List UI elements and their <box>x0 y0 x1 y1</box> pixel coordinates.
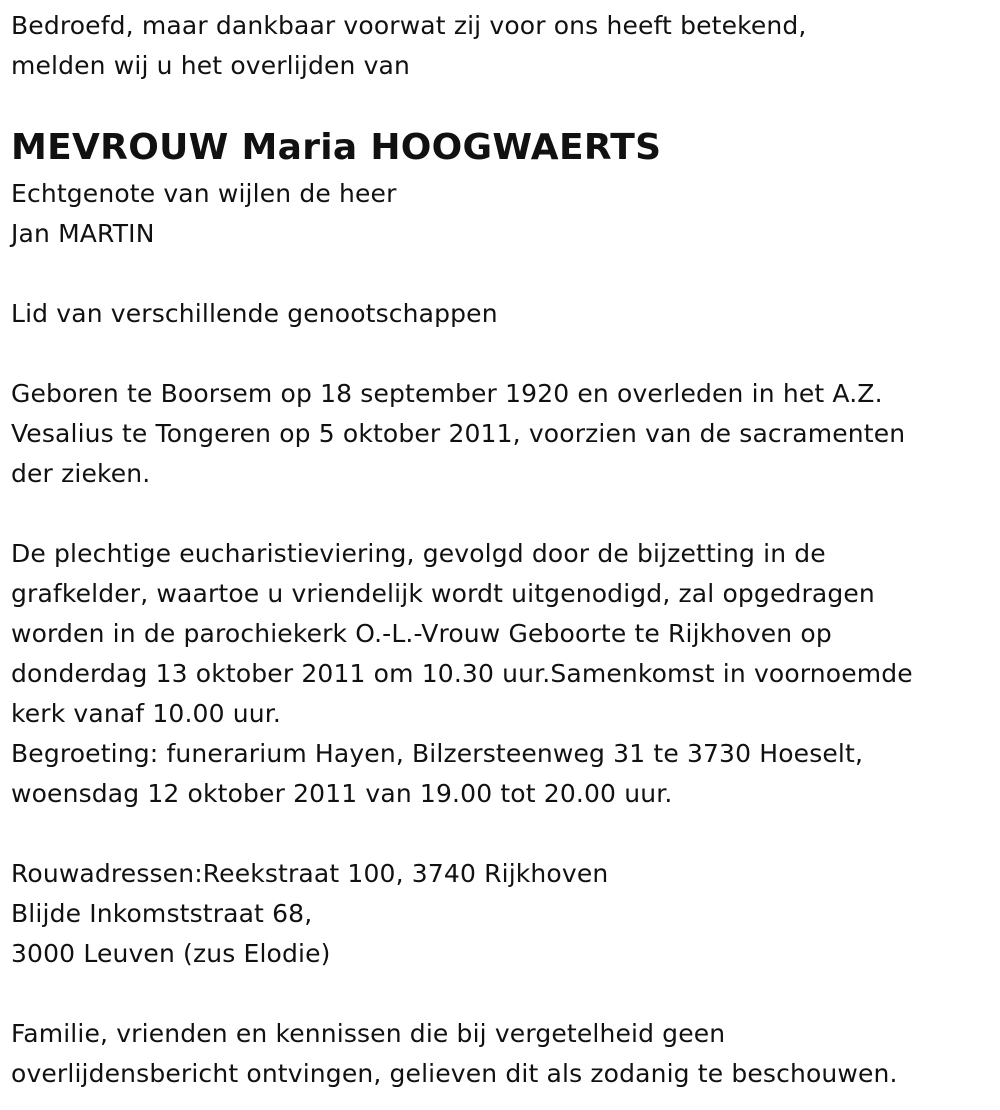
ceremony-line: woensdag 12 oktober 2011 van 19.00 tot 20.00 uur. <box>11 779 673 808</box>
ceremony-line: worden in de parochiekerk O.-L.-Vrouw Geboorte te Rijkhoven op <box>11 619 832 648</box>
ceremony-line: Begroeting: funerarium Hayen, Bilzersteenweg 31 te 3730 Hoeselt, <box>11 739 864 768</box>
ceremony-line: donderdag 13 oktober 2011 om 10.30 uur.Samenkomst in voornoemde <box>11 659 913 688</box>
deceased-name: MEVROUW Maria HOOGWAERTS <box>11 127 662 168</box>
birth-death-line: der zieken. <box>11 459 151 488</box>
intro-paragraph <box>11 6 991 86</box>
address-line: 3000 Leuven (zus Elodie) <box>11 939 331 968</box>
spacer <box>11 974 991 1014</box>
spouse-line: Echtgenote van wijlen de heer <box>11 179 397 208</box>
closing-line: Familie, vrienden en kennissen die bij vergetelheid geen <box>11 1019 726 1048</box>
closing-paragraph <box>11 1014 991 1094</box>
spouse-paragraph <box>11 174 991 254</box>
closing-line: overlijdensbericht ontvingen, gelieven dit als zodanig te beschouwen. <box>11 1059 898 1088</box>
ceremony-line: De plechtige eucharistieviering, gevolgd door de bijzetting in de <box>11 539 826 568</box>
ceremony-paragraph <box>11 534 991 814</box>
birth-death-line: Geboren te Boorsem op 18 september 1920 en overleden in het A.Z. <box>11 379 883 408</box>
ceremony-line: kerk vanaf 10.00 uur. <box>11 699 281 728</box>
spacer <box>11 254 991 294</box>
addresses-paragraph <box>11 854 991 974</box>
spouse-line: Jan MARTIN <box>11 219 155 248</box>
birth-death-line: Vesalius te Tongeren op 5 oktober 2011, voorzien van de sacramenten <box>11 419 906 448</box>
address-line: Blijde Inkomststraat 68, <box>11 899 313 928</box>
spacer <box>11 86 991 126</box>
address-line: Rouwadressen:Reekstraat 100, 3740 Rijkhoven <box>11 859 609 888</box>
spacer <box>11 814 991 854</box>
intro-line: Bedroefd, maar dankbaar voorwat zij voor ons heeft betekend, <box>11 11 807 40</box>
obituary-notice <box>11 6 991 1094</box>
intro-line: melden wij u het overlijden van <box>11 51 411 80</box>
birth-death-paragraph <box>11 374 991 494</box>
memberships-line: Lid van verschillende genootschappen <box>11 299 498 328</box>
ceremony-line: grafkelder, waartoe u vriendelijk wordt uitgenodigd, zal opgedragen <box>11 579 875 608</box>
spacer <box>11 334 991 374</box>
spacer <box>11 494 991 534</box>
